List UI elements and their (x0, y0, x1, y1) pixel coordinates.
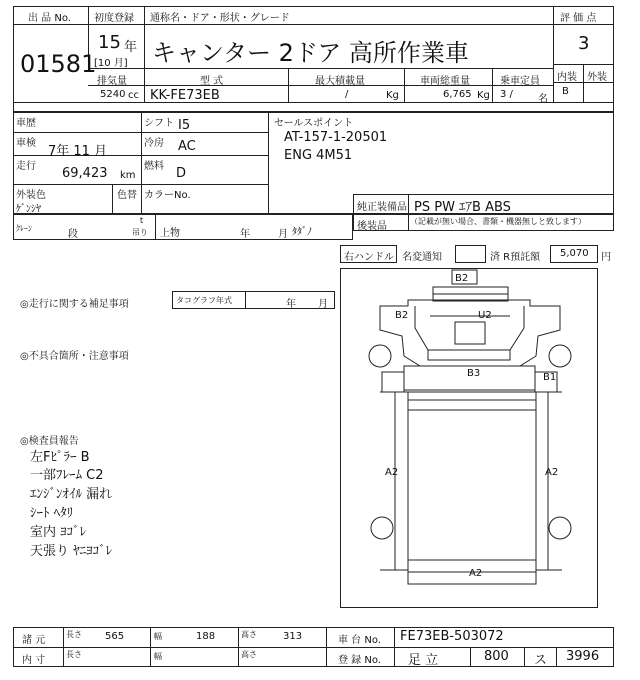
vehicle-name-label: 通称名・ドア・形状・グレード (150, 13, 290, 24)
color-label: 外装色 (16, 190, 46, 201)
interior-grade-label: 内装 (557, 72, 577, 83)
history-label: 車歴 (16, 118, 36, 129)
deck-month-unit: 月 (278, 229, 288, 240)
first-reg-label: 初度登録 (94, 13, 134, 24)
score-label: 評 価 点 (560, 13, 597, 24)
aftermarket-label: 後装品 (357, 221, 387, 232)
sales-point-1: AT-157-1-20501 (284, 130, 388, 145)
gross-weight-value: 6,765 (443, 89, 472, 100)
capacity-value: 3 / (500, 89, 513, 100)
interior-width-label: 幅 (154, 652, 162, 661)
mileage-unit: km (120, 170, 136, 181)
damage-mark: A2 (469, 568, 483, 579)
damage-mark: U2 (478, 310, 492, 321)
length-value: 565 (105, 631, 125, 642)
color-code-label: カラーNo. (144, 190, 191, 201)
interior-dims-label: 内 寸 (22, 655, 46, 666)
equipment-label: 純正装備品 (357, 202, 407, 213)
registration-kana: ス (534, 653, 548, 668)
handle-value: 右ハンドル (344, 252, 394, 263)
max-load-unit: Kg (386, 90, 399, 101)
interior-grade: B (562, 86, 569, 97)
damage-mark: B3 (467, 368, 481, 379)
max-load-label: 最大積載量 (315, 76, 365, 87)
damage-mark: B2 (455, 273, 469, 284)
name-change-label: 名変通知 (402, 252, 442, 263)
aftermarket-note: （記載が無い場合、書類・機器無しと致します） (410, 217, 586, 226)
inspection-value: 7年 11 月 (48, 144, 108, 159)
damage-mark: A2 (385, 467, 399, 478)
chassis-value: FE73EB-503072 (400, 629, 504, 644)
max-load-value: / (345, 89, 349, 100)
deck-year-unit: 年 (240, 229, 250, 240)
color-value: ｹﾞﾝｼﾔ (16, 204, 41, 215)
fuel-label: 燃料 (144, 161, 164, 172)
inspection-label: 車検 (16, 138, 36, 149)
deck-maker: ﾀﾀﾞﾉ (292, 227, 312, 238)
damage-mark: A2 (545, 467, 559, 478)
crane-ton-unit: t (140, 216, 144, 225)
vehicle-name: キャンター 2ドア 高所作業車 (152, 39, 469, 67)
height-label: 高さ (241, 630, 257, 639)
recycle-unit: 円 (601, 252, 611, 263)
interior-height-label: 高さ (241, 650, 257, 659)
driving-remarks-label: ◎走行に関する補足事項 (20, 299, 129, 310)
inspector-report-label: ◎検査員報告 (20, 436, 79, 447)
color-change-label: 色替 (117, 190, 137, 201)
inspector-item: ｴﾝｼﾞﾝｵｲﾙ 漏れ (30, 487, 113, 502)
tacho-year-unit: 年 (286, 299, 296, 310)
displacement-unit: cc (128, 90, 139, 101)
fuel-value: D (176, 166, 187, 181)
damage-mark: B1 (543, 372, 557, 383)
inspector-item: ｼｰﾄ ﾍﾀﾘ (30, 506, 74, 521)
inspector-item: 天張り ﾔﾆﾖｺﾞﾚ (30, 544, 113, 559)
shift-label: シフト (144, 118, 174, 129)
ac-value: AC (178, 139, 196, 154)
tacho-month-unit: 月 (318, 299, 328, 310)
registration-region: 足 立 (408, 653, 439, 668)
lot-label: 出 品 No. (28, 13, 71, 24)
mileage-label: 走行 (16, 161, 36, 172)
dimensions-label: 諸 元 (22, 635, 46, 646)
ac-label: 冷房 (144, 138, 164, 149)
length-label: 長さ (66, 630, 82, 639)
damage-mark: B2 (395, 310, 409, 321)
recycle-amount: 5,070 (560, 248, 589, 259)
capacity-unit: 名 (538, 94, 548, 105)
sales-point-2: ENG 4M51 (284, 148, 353, 163)
crane-stage: 段 (68, 229, 78, 240)
width-label: 幅 (154, 632, 162, 641)
inspector-item: 室内 ﾖｺﾞﾚ (30, 525, 87, 540)
gross-weight-unit: Kg (477, 90, 490, 101)
registration-class: 800 (484, 649, 509, 664)
gross-weight-label: 車両総重量 (420, 76, 470, 87)
deck-label: 上物 (160, 228, 180, 239)
model-label: 型 式 (200, 76, 224, 87)
displacement-label: 排気量 (97, 76, 127, 87)
capacity-label: 乗車定員 (500, 76, 540, 87)
first-reg-year-unit: 年 (124, 40, 138, 55)
chassis-label: 車 台 No. (338, 635, 381, 646)
interior-length-label: 長さ (66, 650, 82, 659)
lot-number: 01581 (20, 50, 97, 78)
displacement-value: 5240 (100, 89, 126, 100)
crane-label: ｸﾚｰﾝ (16, 224, 32, 233)
mileage-value: 69,423 (62, 166, 108, 181)
registration-number: 3996 (566, 649, 600, 664)
width-value: 188 (196, 631, 216, 642)
first-reg-month: [10 月] (94, 58, 128, 69)
equipment-value: PS PW ｴｱB ABS (414, 200, 511, 215)
registration-label: 登 録 No. (338, 655, 381, 666)
crane-lift: 吊り (132, 228, 148, 237)
first-reg-year: 15 (98, 32, 121, 53)
recycle-label: 済 R預託額 (490, 252, 541, 263)
exterior-grade-label: 外装 (587, 72, 607, 83)
height-value: 313 (283, 631, 303, 642)
score-value: 3 (578, 33, 590, 54)
inspector-item: 一部ﾌﾚｰﾑ C2 (30, 468, 104, 483)
tacho-label: タコグラフ年式 (176, 296, 232, 305)
sales-point-label: セールスポイント (274, 118, 354, 129)
inspector-item: 左Fﾋﾟﾗｰ B (30, 450, 90, 465)
defects-label: ◎不具合箇所・注意事項 (20, 351, 129, 362)
shift-value: I5 (178, 118, 191, 133)
model-value: KK-FE73EB (150, 88, 220, 103)
